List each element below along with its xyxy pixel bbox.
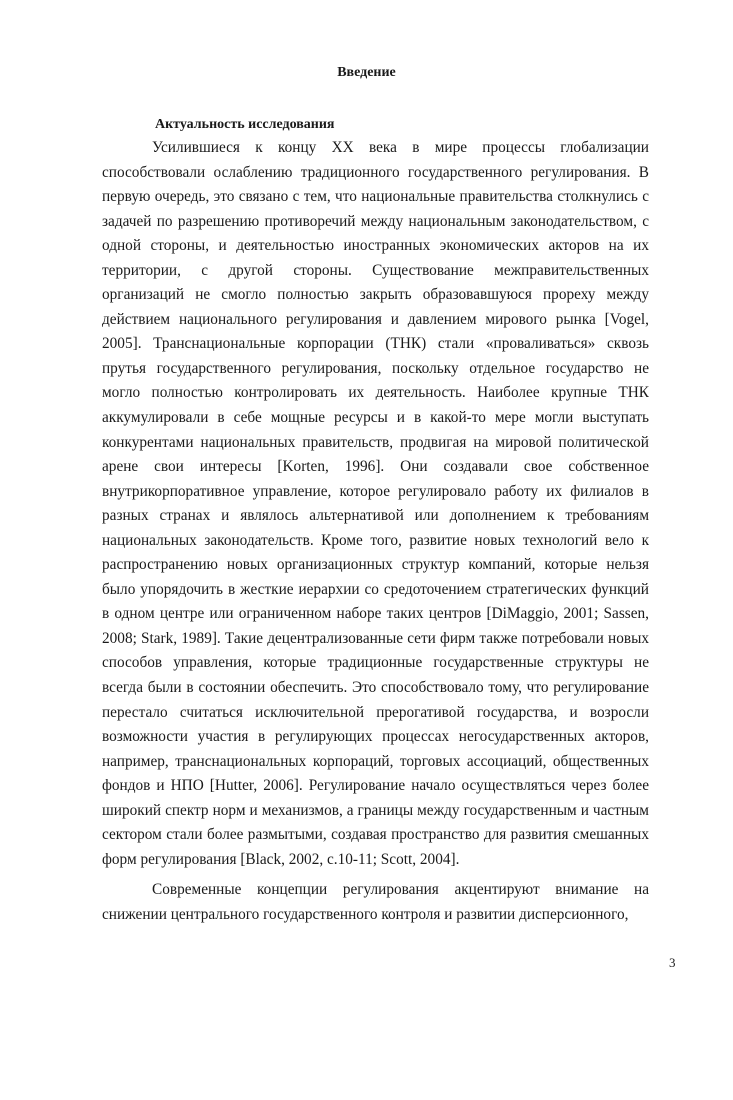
section-title: Актуальность исследования — [155, 117, 335, 132]
body-text — [102, 136, 649, 928]
page-number: 3 — [669, 955, 676, 970]
page-heading: Введение — [337, 65, 396, 80]
paragraph: Современные концепции регулирования акцентируют внимание на снижении центрального государственного контроля и развитии дисперсионного, — [102, 881, 649, 923]
paragraph: Усилившиеся к концу XX века в мире процессы глобализации способствовали ослаблению традиционного государственного регулирования. В первую очередь, это связано с тем, что национальные правительства столкнулись с задачей по разрешению противоречий между национальным законодательством, с одной стороны, и деятельностью иностранных экономических акторов на их территории, с другой стороны. Существование межправительственных организаций не смогло полностью закрыть образовавшуюся прореху между действием национального регулирования и давлением мирового рынка [Vogel, 2005]. Транснациональные корпорации (ТНК) стали «проваливаться» сквозь прутья государственного регулирования, поскольку отдельное государство не могло полностью контролировать их деятельность. Наиболее крупные ТНК аккумулировали в себе мощные ресурсы и в какой-то мере могли выступать конкурентами национальных правительств, продвигая на мировой политической арене свои интересы [Korten, 1996]. Они создавали свое собственное внутрикорпоративное управление, которое регулировало работу их филиалов в разных странах и являлось альтернативой или дополнением к требованиям национальных законодательств. Кроме того, развитие новых технологий вело к распространению новых организационных структур компаний, которые нельзя было упорядочить в жесткие иерархии со средоточением стратегических функций в одном центре или ограниченном наборе таких центров [DiMaggio, 2001; Sassen, 2008; Stark, 1989]. Такие децентрализованные сети фирм также потребовали новых способов управления, которые традиционные государственные структуры не всегда были в состоянии обеспечить. Это способствовало тому, что регулирование перестало считаться исключительной прерогативой государства, и возросли возможности участия в регулирующих процессах негосударственных акторов, например, транснациональных корпораций, торговых ассоциаций, общественных фондов и НПО [Hutter, 2006]. Регулирование начало осуществляться через более широкий спектр норм и механизмов, а границы между государственным и частным сектором стали более размытыми, создавая пространство для развития смешанных форм регулирования [Black, 2002, с.10-11; Scott, 2004]. — [102, 139, 649, 868]
